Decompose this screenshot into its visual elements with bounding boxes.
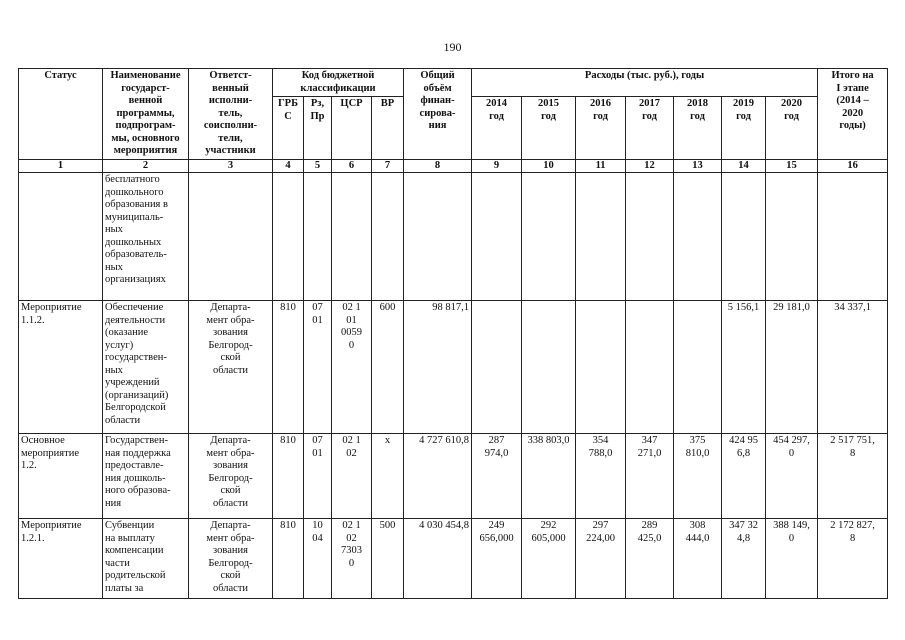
text-line: 5 156,1 [727,302,760,313]
header-expenses: Расходы (тыс. руб.), годы [472,69,818,97]
text-line: (2014 – [836,95,869,106]
text-line: 2019 [733,98,755,109]
text-line: 2020 [781,98,803,109]
text-line: 249 [488,520,505,531]
year-2017-cell [626,434,674,519]
column-number: 4 [273,159,304,173]
column-number: 12 [626,159,674,173]
text-line: 0 [788,447,795,459]
text-line: год [642,110,657,122]
text-line: Белгород- [208,339,253,351]
program-name-cell [103,434,189,519]
text-line: ской [220,352,241,363]
text-line: 224,00 [586,532,615,544]
text-line: 605,000 [531,532,566,544]
text-line: Департа- [210,302,251,313]
column-number: 11 [576,159,626,173]
text-line: 4 727 610,8 [419,435,470,446]
text-line: организациях [105,274,166,285]
header-stage-total [818,69,888,160]
year-2015-cell [522,434,576,519]
text-line: 810 [280,520,296,531]
text-line: программы, [116,107,175,119]
text-line: 2015 [538,98,560,109]
status-cell [19,173,103,301]
rzpr-cell [304,519,332,599]
program-name-cell [103,173,189,301]
header-rzpr [304,97,332,160]
text-line: венной [128,95,163,106]
responsible-cell [189,173,273,301]
year-2015-cell [522,519,576,599]
text-line: государствен- [105,352,167,363]
text-line: области [105,414,141,426]
vr-cell [372,434,404,519]
text-line: ного образова- [105,485,171,496]
text-line: 4 030 454,8 [419,520,470,531]
text-line: (организаций) [105,389,169,401]
text-line: бесплатного [105,174,160,185]
text-line: 289 [641,520,658,531]
text-line: государст- [121,82,170,94]
year-2019-cell [722,301,766,434]
grbs-cell [273,519,304,599]
total-volume-cell [404,301,472,434]
responsible-cell [189,301,273,434]
total-volume-cell [404,173,472,301]
text-line: исполни- [208,95,253,106]
text-line: 375 [689,435,706,446]
text-line: дошкольных [105,236,162,248]
column-number: 5 [304,159,332,173]
stage-total-cell [818,301,888,434]
text-line: 02 1 [342,435,361,446]
grbs-cell [273,301,304,434]
text-line: учреждений [105,377,160,388]
text-line: дошкольного [105,186,164,198]
text-line: на выплату [105,532,155,544]
text-line: ской [220,570,241,581]
text-line: ных [105,261,123,273]
text-line: 600 [379,302,396,313]
text-line: мент обра- [206,314,255,326]
text-line: 0 [348,557,355,569]
text-line: 287 [488,435,505,446]
text-line: ния [428,120,447,131]
text-line: платы за [105,582,144,594]
year-2017-cell [626,519,674,599]
header-total-volume [404,69,472,160]
column-number: 13 [674,159,722,173]
text-line: год [736,110,751,122]
text-line: 271,0 [637,447,662,459]
year-2017-cell [626,301,674,434]
header-budget-code: Код бюджетной классификации [273,69,404,97]
text-line: зования [213,460,248,471]
column-number-row [19,159,888,173]
program-name-cell [103,301,189,434]
status-cell [19,301,103,434]
text-line: мероприятие [21,447,79,459]
text-line: области [212,497,249,509]
text-line: 0059 [341,327,362,338]
text-line: 2 172 827, [830,520,875,531]
grbs-cell [273,173,304,301]
text-line: 8 [849,447,856,459]
year-2020-cell [766,301,818,434]
csr-cell [332,173,372,301]
column-number: 14 [722,159,766,173]
text-line: 810,0 [685,447,710,459]
text-line: Департа- [210,520,251,531]
total-volume-cell [404,434,472,519]
text-line: 1.2.1. [21,532,45,544]
text-line: 10 [312,520,323,531]
text-line: Общий [420,70,455,81]
text-line: I этапе [836,82,869,94]
text-line: предоставле- [105,460,164,471]
year-2014-cell [472,519,522,599]
year-2018-cell [674,301,722,434]
year-2017-cell [626,173,674,301]
text-line: 2 517 751, [830,435,875,446]
text-line: ния [105,497,122,509]
year-2014-cell [472,301,522,434]
text-line: 2020 [842,107,864,119]
text-line: 974,0 [484,447,509,459]
text-line: 308 [689,520,706,531]
text-line: Белгородской [105,402,166,413]
csr-cell [332,434,372,519]
text-line: 34 337,1 [834,302,871,313]
text-line: 424 95 [729,435,758,446]
text-line: 07 [312,302,323,313]
vr-cell [372,301,404,434]
column-number: 10 [522,159,576,173]
text-line: 01 [312,447,323,459]
text-line: 338 803,0 [527,435,570,446]
text-line: 810 [280,302,296,313]
header-year-2017 [626,97,674,160]
text-line: годы) [839,120,866,131]
csr-cell [332,301,372,434]
text-line: финан- [420,95,455,106]
text-line: 6,8 [736,447,751,459]
text-line: 0 [788,532,795,544]
text-line: 2014 [486,98,508,109]
year-2016-cell [576,173,626,301]
text-line: 0 [348,339,355,351]
column-number: 7 [372,159,404,173]
header-year-2016 [576,97,626,160]
text-line: ГРБ [277,98,299,109]
text-line: образователь- [105,249,167,260]
text-line: 02 1 [342,520,361,531]
header-grbs [273,97,304,160]
text-line: 2017 [639,98,661,109]
text-line: С [284,110,292,122]
text-line: образования в [105,199,168,210]
header-year-2014 [472,97,522,160]
header-program-name [103,69,189,160]
text-line: 02 [346,532,357,544]
text-line: ных [105,364,123,376]
responsible-cell [189,519,273,599]
text-line: подпрограм- [115,120,176,131]
text-line: тели, [218,132,243,144]
text-line: Ответст- [209,70,252,81]
stage-total-cell [818,173,888,301]
text-line: области [212,364,249,376]
text-line: соисполни- [203,120,258,131]
vr-cell [372,173,404,301]
text-line: Департа- [210,435,251,446]
year-2019-cell [722,519,766,599]
header-vr: ВР [372,97,404,160]
text-line: 2018 [687,98,709,109]
text-line: компенсации [105,545,164,556]
text-line: год [784,110,799,122]
program-name-cell [103,519,189,599]
column-number: 1 [19,159,103,173]
text-line: 01 [312,314,323,326]
text-line: Рз, [310,98,325,109]
text-line: Белгород- [208,472,253,484]
vr-cell [372,519,404,599]
year-2014-cell [472,173,522,301]
text-line: ная поддержка [105,447,171,459]
text-line: 388 149, [773,520,810,531]
text-line: 788,0 [588,447,613,459]
year-2020-cell [766,434,818,519]
text-line: 02 1 [342,302,361,313]
csr-cell [332,519,372,599]
header-responsible [189,69,273,160]
year-2020-cell [766,519,818,599]
text-line: 7303 [341,545,362,556]
responsible-cell [189,434,273,519]
text-line: 347 32 [729,520,758,531]
text-line: части [105,557,130,569]
text-line: муниципаль- [105,211,164,223]
text-line: 292 [540,520,557,531]
year-2018-cell [674,434,722,519]
text-line: год [593,110,608,122]
text-line: мы, основного [111,132,180,144]
column-number: 2 [103,159,189,173]
text-line: год [489,110,504,122]
text-line: 354 [592,435,609,446]
year-2014-cell [472,434,522,519]
text-line: 04 [312,532,323,544]
text-line: деятельности [105,314,166,326]
text-line: 425,0 [637,532,662,544]
header-csr: ЦСР [332,97,372,160]
column-number: 9 [472,159,522,173]
page-number: 190 [443,40,462,54]
column-number: 6 [332,159,372,173]
text-line: 8 [849,532,856,544]
year-2015-cell [522,173,576,301]
year-2016-cell [576,519,626,599]
text-line: 01 [346,314,357,326]
text-line: мент обра- [206,447,255,459]
text-line: Наименование [110,70,181,81]
status-cell [19,434,103,519]
status-cell [19,519,103,599]
text-line: 98 817,1 [432,302,470,313]
text-line: х [384,435,391,446]
text-line: ния дошколь- [105,472,166,484]
stage-total-cell [818,519,888,599]
text-line: Пр [310,110,325,122]
header-year-2018 [674,97,722,160]
text-line: зования [213,545,248,556]
year-2018-cell [674,519,722,599]
table-row [19,434,888,519]
text-line: 347 [641,435,658,446]
text-line: ской [220,485,241,496]
text-line: ных [105,224,123,235]
text-line: объём [423,82,452,94]
text-line: услуг) [105,339,134,351]
column-number: 8 [404,159,472,173]
text-line: Мероприятие [21,520,82,531]
year-2018-cell [674,173,722,301]
text-line: сирова- [419,107,456,119]
text-line: Государствен- [105,435,168,446]
text-line: 4,8 [736,532,751,544]
text-line: области [212,582,249,594]
text-line: 1.2. [21,460,37,471]
text-line: год [690,110,705,122]
text-line: Мероприятие [21,302,82,313]
text-line: тель, [218,107,243,119]
text-line: 29 181,0 [773,302,810,313]
column-number: 3 [189,159,273,173]
year-2019-cell [722,173,766,301]
text-line: 454 297, [773,435,810,446]
grbs-cell [273,434,304,519]
header-year-2020 [766,97,818,160]
text-line: Основное [21,435,65,446]
header-year-2015 [522,97,576,160]
text-line: (оказание [105,327,149,338]
header-status: Статус [19,69,103,160]
text-line: мероприятия [113,145,178,156]
text-line: родительской [105,570,166,581]
text-line: год [541,110,556,122]
stage-total-cell [818,434,888,519]
text-line: зования [213,327,248,338]
text-line: 500 [379,520,396,531]
text-line: Итого на [831,70,874,81]
text-line: 07 [312,435,323,446]
year-2015-cell [522,301,576,434]
table-row [19,519,888,599]
financing-table [18,68,888,599]
year-2016-cell [576,434,626,519]
rzpr-cell [304,301,332,434]
text-line: 2016 [590,98,612,109]
table-row [19,301,888,434]
text-line: мент обра- [206,532,255,544]
header-year-2019 [722,97,766,160]
text-line: 1.1.2. [21,314,45,326]
table-row [19,173,888,301]
text-line: участники [205,145,256,156]
year-2020-cell [766,173,818,301]
text-line: 297 [592,520,609,531]
column-number: 16 [818,159,888,173]
text-line: Белгород- [208,557,253,569]
rzpr-cell [304,434,332,519]
total-volume-cell [404,519,472,599]
text-line: Субвенции [105,520,155,531]
text-line: 810 [280,435,296,446]
text-line: 656,000 [479,532,514,544]
text-line: 02 [346,447,357,459]
rzpr-cell [304,173,332,301]
text-line: венный [212,82,249,94]
year-2019-cell [722,434,766,519]
text-line: Обеспечение [105,302,164,313]
year-2016-cell [576,301,626,434]
text-line: 444,0 [685,532,710,544]
column-number: 15 [766,159,818,173]
